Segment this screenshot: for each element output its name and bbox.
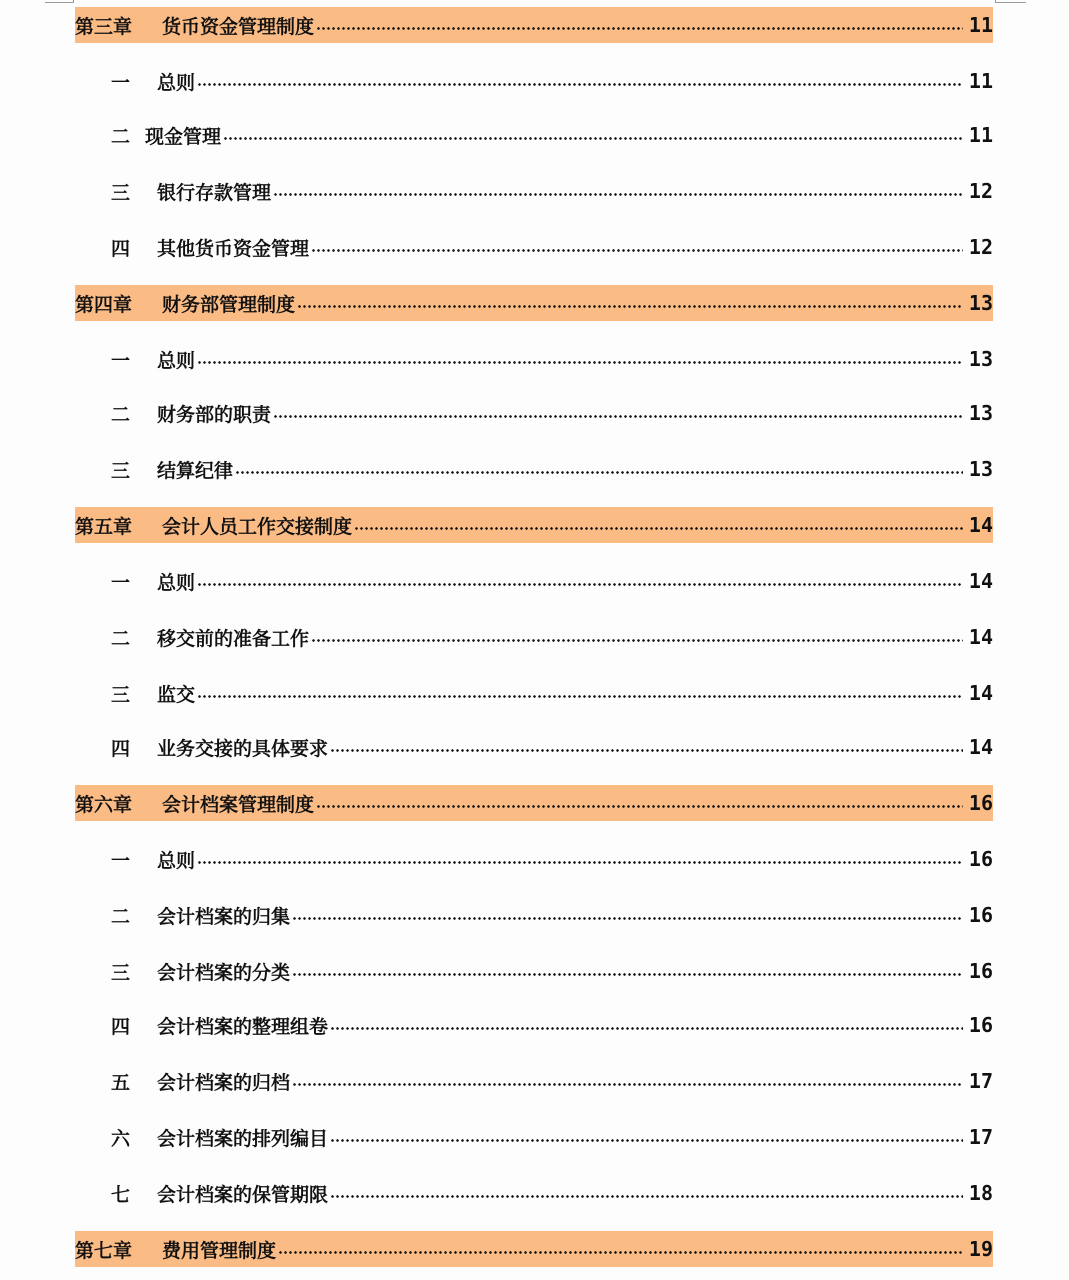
dot-leader xyxy=(292,917,963,920)
toc-entry-page-number: 13 xyxy=(968,401,993,425)
toc-section-entry[interactable] xyxy=(75,341,993,377)
toc-section-entry[interactable] xyxy=(75,953,993,989)
toc-entry-number: 第五章 xyxy=(75,515,133,538)
toc-entry-number: 第三章 xyxy=(75,15,133,38)
dot-leader xyxy=(273,415,963,418)
dot-leader xyxy=(292,1083,963,1086)
toc-entry-number: 七 xyxy=(111,1183,131,1206)
dot-leader xyxy=(235,471,963,474)
crop-mark-top-left xyxy=(45,0,74,3)
toc-entry-page-number: 13 xyxy=(968,347,993,371)
toc-section-entry[interactable] xyxy=(75,1119,993,1155)
toc-entry-number: 四 xyxy=(111,1015,131,1038)
toc-entry-title: 货币资金管理制度 xyxy=(162,15,315,38)
dot-leader xyxy=(197,583,963,586)
toc-entry-page-number: 16 xyxy=(968,903,993,927)
toc-section-entry[interactable] xyxy=(75,117,993,153)
toc-section-entry[interactable] xyxy=(75,173,993,209)
toc-entry-number: 三 xyxy=(111,961,131,984)
toc-entry-title: 会计档案的归档 xyxy=(157,1071,291,1094)
dot-leader xyxy=(330,1195,963,1198)
toc-entry-title: 总则 xyxy=(157,571,196,594)
toc-chapter-entry[interactable] xyxy=(75,1231,993,1267)
toc-entry-number: 五 xyxy=(111,1071,131,1094)
toc-entry-number: 一 xyxy=(111,571,131,594)
toc-entry-title: 会计档案的分类 xyxy=(157,961,291,984)
toc-section-entry[interactable] xyxy=(75,1175,993,1211)
toc-entry-page-number: 16 xyxy=(968,791,993,815)
toc-entry-page-number: 11 xyxy=(968,69,993,93)
toc-entry-number: 三 xyxy=(111,459,131,482)
toc-section-entry[interactable] xyxy=(75,395,993,431)
dot-leader xyxy=(197,361,963,364)
toc-entry-page-number: 16 xyxy=(968,1013,993,1037)
toc-entry-number: 二 xyxy=(111,125,131,148)
dot-leader xyxy=(197,695,963,698)
toc-entry-title: 会计档案的排列编目 xyxy=(157,1127,329,1150)
toc-entry-page-number: 16 xyxy=(968,847,993,871)
toc-entry-page-number: 19 xyxy=(968,1237,993,1261)
toc-entry-title: 会计档案的保管期限 xyxy=(157,1183,329,1206)
toc-entry-title: 财务部的职责 xyxy=(157,403,272,426)
toc-entry-title: 会计档案管理制度 xyxy=(162,793,315,816)
toc-entry-number: 第四章 xyxy=(75,293,133,316)
toc-entry-title: 费用管理制度 xyxy=(162,1239,277,1262)
toc-entry-page-number: 14 xyxy=(968,513,993,537)
toc-entry-title: 会计人员工作交接制度 xyxy=(162,515,353,538)
dot-leader xyxy=(197,861,963,864)
toc-entry-page-number: 13 xyxy=(968,291,993,315)
toc-section-entry[interactable] xyxy=(75,63,993,99)
toc-chapter-entry[interactable] xyxy=(75,507,993,543)
toc-entry-page-number: 16 xyxy=(968,959,993,983)
toc-section-entry[interactable] xyxy=(75,729,993,765)
toc-section-entry[interactable] xyxy=(75,675,993,711)
toc-entry-page-number: 17 xyxy=(968,1069,993,1093)
toc-entry-page-number: 14 xyxy=(968,569,993,593)
toc-entry-title: 监交 xyxy=(157,683,196,706)
toc-entry-title: 财务部管理制度 xyxy=(162,293,296,316)
dot-leader xyxy=(292,973,963,976)
toc-entry-number: 第六章 xyxy=(75,793,133,816)
toc-entry-title: 总则 xyxy=(157,849,196,872)
toc-entry-number: 六 xyxy=(111,1127,131,1150)
toc-entry-page-number: 13 xyxy=(968,457,993,481)
dot-leader xyxy=(316,805,963,808)
toc-entry-page-number: 14 xyxy=(968,681,993,705)
toc-entry-number: 三 xyxy=(111,683,131,706)
toc-chapter-entry[interactable] xyxy=(75,285,993,321)
toc-section-entry[interactable] xyxy=(75,229,993,265)
toc-section-entry[interactable] xyxy=(75,897,993,933)
toc-entry-number: 四 xyxy=(111,737,131,760)
toc-section-entry[interactable] xyxy=(75,1063,993,1099)
toc-entry-title: 会计档案的整理组卷 xyxy=(157,1015,329,1038)
toc-entry-title: 总则 xyxy=(157,71,196,94)
toc-entry-title: 银行存款管理 xyxy=(157,181,272,204)
toc-section-entry[interactable] xyxy=(75,563,993,599)
toc-entry-number: 二 xyxy=(111,627,131,650)
toc-entry-title: 总则 xyxy=(157,349,196,372)
toc-entry-title: 结算纪律 xyxy=(157,459,234,482)
toc-chapter-entry[interactable] xyxy=(75,785,993,821)
dot-leader xyxy=(330,1027,963,1030)
dot-leader xyxy=(316,27,963,30)
toc-chapter-entry[interactable] xyxy=(75,7,993,43)
toc-entry-page-number: 17 xyxy=(968,1125,993,1149)
dot-leader xyxy=(354,527,963,530)
toc-entry-title: 业务交接的具体要求 xyxy=(157,737,329,760)
dot-leader xyxy=(297,305,963,308)
toc-entry-number: 三 xyxy=(111,181,131,204)
toc-entry-page-number: 14 xyxy=(968,735,993,759)
toc-entry-number: 二 xyxy=(111,403,131,426)
toc-entry-page-number: 11 xyxy=(968,13,993,37)
toc-entry-title: 会计档案的归集 xyxy=(157,905,291,928)
dot-leader xyxy=(311,639,963,642)
toc-entry-page-number: 11 xyxy=(968,123,993,147)
toc-entry-number: 一 xyxy=(111,71,131,94)
toc-entry-page-number: 12 xyxy=(968,235,993,259)
dot-leader xyxy=(330,1139,963,1142)
toc-entry-number: 第七章 xyxy=(75,1239,133,1262)
toc-section-entry[interactable] xyxy=(75,451,993,487)
toc-entry-page-number: 18 xyxy=(968,1181,993,1205)
toc-entry-title: 移交前的准备工作 xyxy=(157,627,310,650)
crop-mark-top-right xyxy=(995,0,1026,3)
toc-section-entry[interactable] xyxy=(75,1007,993,1043)
dot-leader xyxy=(273,193,963,196)
toc-entry-page-number: 14 xyxy=(968,625,993,649)
toc-entry-number: 四 xyxy=(111,237,131,260)
toc-entry-page-number: 12 xyxy=(968,179,993,203)
toc-entry-number: 二 xyxy=(111,905,131,928)
toc-entry-title: 现金管理 xyxy=(145,125,222,148)
dot-leader xyxy=(278,1251,963,1254)
toc-section-entry[interactable] xyxy=(75,841,993,877)
dot-leader xyxy=(223,137,963,140)
toc-entry-title: 其他货币资金管理 xyxy=(157,237,310,260)
toc-section-entry[interactable] xyxy=(75,619,993,655)
toc-entry-number: 一 xyxy=(111,349,131,372)
dot-leader xyxy=(197,83,963,86)
toc-entry-number: 一 xyxy=(111,849,131,872)
dot-leader xyxy=(311,249,963,252)
dot-leader xyxy=(330,749,963,752)
